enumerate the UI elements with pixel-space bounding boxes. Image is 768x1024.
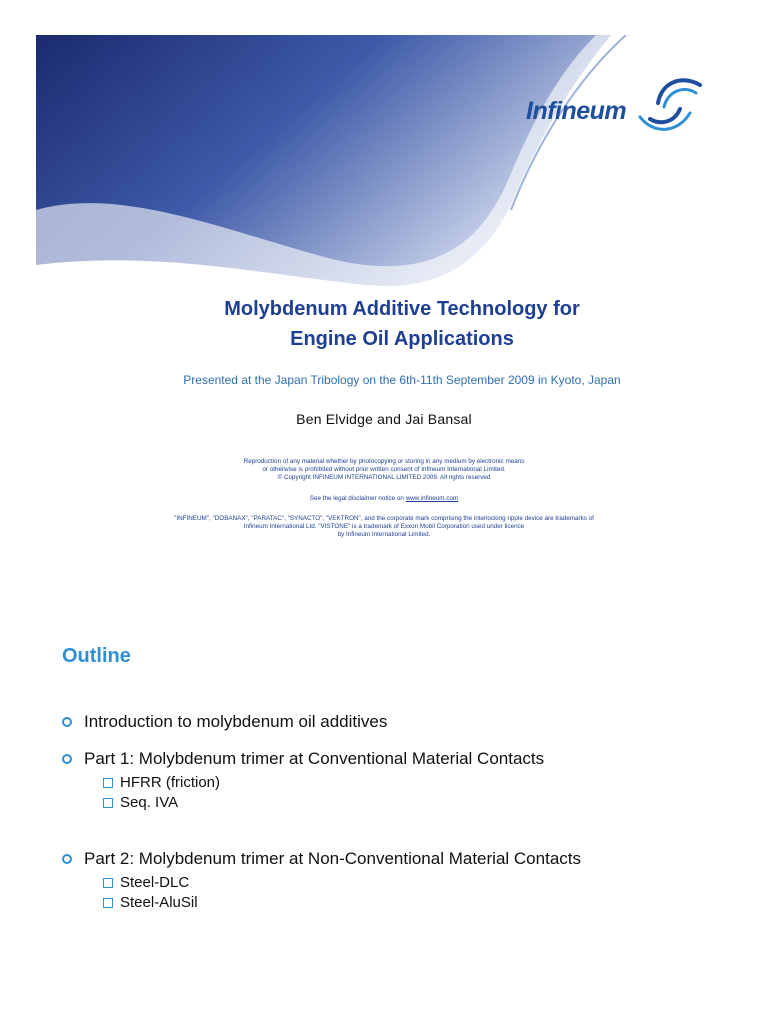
outline-sub-bullet bbox=[103, 794, 178, 811]
presentation-title-line1: Molybdenum Additive Technology for bbox=[224, 298, 580, 320]
trademark-notice bbox=[0, 515, 768, 539]
outline-heading: Outline bbox=[62, 645, 131, 667]
sub-bullet-text: Steel-DLC bbox=[120, 874, 190, 891]
sub-bullet-text: Seq. IVA bbox=[120, 794, 179, 811]
trademark-line: by Infineum International Limited. bbox=[337, 531, 431, 538]
title-slide bbox=[36, 35, 768, 415]
outline-sub-bullet bbox=[103, 874, 189, 891]
ripple-logo-icon bbox=[638, 63, 708, 133]
bullet-text: Part 2: Molybdenum trimer at Non-Conventional Material Contacts bbox=[84, 849, 581, 868]
box-bullet-icon bbox=[103, 898, 113, 908]
outline-sub-bullet bbox=[103, 894, 198, 911]
ring-bullet-icon bbox=[62, 754, 72, 764]
legal-notice bbox=[0, 458, 768, 482]
disclaimer-text: See the legal disclaimer notice on bbox=[309, 495, 406, 502]
legal-line: or otherwise is prohibited without prior written consent of Infineum International Limited. bbox=[262, 466, 506, 473]
presentation-title-line2: Engine Oil Applications bbox=[290, 328, 514, 350]
bullet-text: Introduction to molybdenum oil additives bbox=[84, 712, 388, 731]
presentation-subtitle: Presented at the Japan Tribology on the 6th-11th September 2009 in Kyoto, Japan bbox=[183, 373, 621, 387]
box-bullet-icon bbox=[103, 798, 113, 808]
trademark-line: "INFINEUM", "DOBANAX", "PARATAC", "SYNACTO", "VEKTRON", and the corporate mark comprising the interlocking ripple device are trademarks of bbox=[174, 515, 594, 522]
ring-bullet-icon bbox=[62, 717, 72, 727]
logo-text: Infineum bbox=[526, 97, 627, 125]
authors: Ben Elvidge and Jai Bansal bbox=[296, 411, 472, 427]
outline-bullet bbox=[62, 849, 581, 869]
ring-bullet-icon bbox=[62, 854, 72, 864]
bullet-text: Part 1: Molybdenum trimer at Conventional Material Contacts bbox=[84, 749, 545, 768]
box-bullet-icon bbox=[103, 778, 113, 788]
trademark-line: Infineum International Ltd. "VISTONE" is a trademark of Exxon Mobil Corporation used under licence bbox=[243, 523, 525, 530]
outline-sub-bullet bbox=[103, 774, 220, 791]
box-bullet-icon bbox=[103, 878, 113, 888]
outline-bullet bbox=[62, 749, 544, 769]
disclaimer-notice bbox=[0, 495, 768, 503]
sub-bullet-text: HFRR (friction) bbox=[120, 774, 220, 791]
legal-line: © Copyright INFINEUM INTERNATIONAL LIMITED 2009. All rights reserved bbox=[277, 474, 491, 481]
infineum-website-link[interactable]: www.infineum.com bbox=[405, 495, 459, 502]
legal-line: Reproduction of any material whether by photocopying or storing in any medium by electronic means bbox=[243, 458, 525, 465]
outline-bullet bbox=[62, 712, 387, 732]
infineum-logo bbox=[526, 63, 726, 143]
sub-bullet-text: Steel-AluSil bbox=[120, 894, 198, 911]
